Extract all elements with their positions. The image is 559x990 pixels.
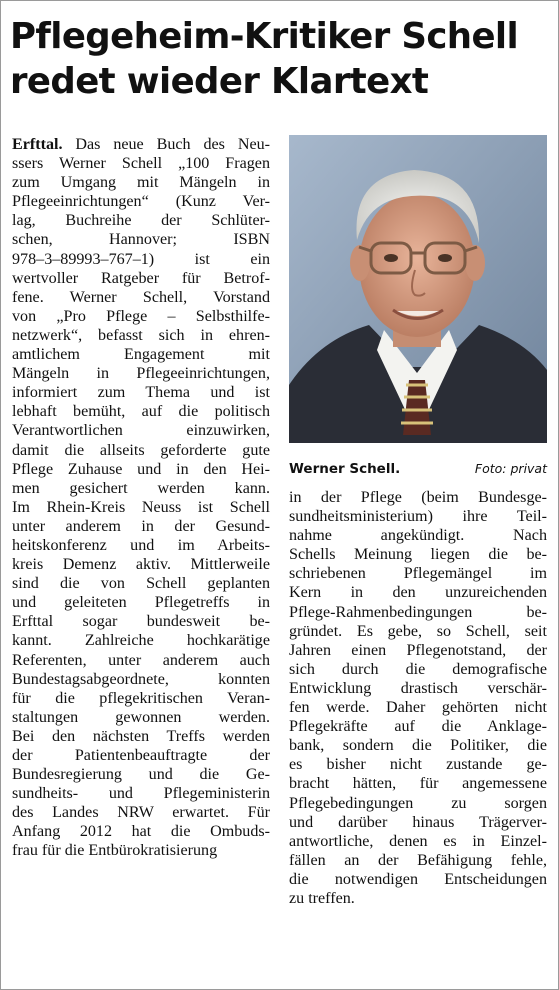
line-text: schriebenen Pflegemängel im bbox=[289, 565, 547, 583]
line-text: Pflege-Rahmenbedingungen be- bbox=[289, 603, 547, 621]
text-line bbox=[289, 851, 547, 870]
text-line bbox=[12, 784, 270, 803]
line-text: Jahren einen Pflegenotstand, der bbox=[289, 641, 547, 659]
line-text: Pflegeeinrichtungen“ (Kunz Ver- bbox=[12, 193, 270, 211]
line-text: bracht hätten, für angemessene bbox=[289, 775, 547, 793]
line-text: Verantwortlichen einzuwirken, bbox=[12, 422, 270, 440]
text-line bbox=[12, 192, 270, 211]
text-line bbox=[289, 603, 547, 622]
headline-line-1: Pflegeheim-Kritiker Schell bbox=[10, 16, 519, 57]
caption-credit: Foto: privat bbox=[474, 461, 547, 476]
text-line bbox=[12, 460, 270, 479]
text-line bbox=[12, 307, 270, 326]
line-text: gründet. Es gebe, so Schell, seit bbox=[289, 622, 547, 640]
text-line bbox=[289, 774, 547, 793]
line-text: amtlichem Engagement mit bbox=[12, 346, 270, 364]
text-line bbox=[289, 870, 547, 889]
line-text: Pflegekräfte auf die Anklage- bbox=[289, 718, 547, 736]
text-line bbox=[12, 364, 270, 383]
portrait-photo bbox=[289, 135, 547, 443]
line-text: 978–3–89993–767–1) ist ein bbox=[12, 250, 270, 268]
text-line bbox=[289, 488, 547, 507]
text-line bbox=[12, 135, 270, 154]
headline bbox=[10, 14, 550, 104]
text-line bbox=[289, 794, 547, 813]
headline-line-2: redet wieder Klartext bbox=[10, 61, 429, 102]
line-text: von „Pro Pflege – Selbsthilfe- bbox=[12, 307, 270, 325]
text-line bbox=[12, 211, 270, 230]
text-line bbox=[12, 288, 270, 307]
text-line bbox=[289, 660, 547, 679]
text-line bbox=[289, 755, 547, 774]
line-text: Im Rhein-Kreis Neuss ist Schell bbox=[12, 498, 270, 516]
text-line bbox=[12, 230, 270, 249]
line-text: für die pflegekritischen Veran- bbox=[12, 689, 270, 707]
photo-caption bbox=[289, 460, 547, 478]
line-text: lebhaft bemüht, auf die politisch bbox=[12, 403, 270, 421]
line-text: netzwerk“, befasst sich in ehren- bbox=[12, 326, 270, 344]
caption-name: Werner Schell. bbox=[289, 461, 401, 477]
line-text: schen, Hannover; ISBN bbox=[12, 231, 270, 249]
text-line bbox=[289, 832, 547, 851]
line-text: Das neue Buch des Neu- bbox=[62, 136, 270, 153]
dateline: Erfttal. bbox=[12, 136, 63, 153]
text-line bbox=[12, 479, 270, 498]
text-line bbox=[12, 708, 270, 727]
text-line bbox=[289, 622, 547, 641]
text-line bbox=[12, 517, 270, 536]
line-text: frau für die Entbürokratisierung bbox=[12, 842, 218, 860]
line-text: Bundestagsabgeordnete, konnten bbox=[12, 670, 270, 688]
text-line bbox=[289, 813, 547, 832]
line-text: wertvoller Ratgeber für Betrof- bbox=[12, 269, 270, 287]
text-line bbox=[12, 746, 270, 765]
text-line bbox=[12, 498, 270, 517]
line-text: sind die von Schell geplanten bbox=[12, 575, 270, 593]
text-line bbox=[12, 441, 270, 460]
line-text: der Patientenbeauftragte der bbox=[12, 747, 270, 764]
line-text: und geleiteten Pflegetreffs in bbox=[12, 594, 270, 612]
text-line bbox=[12, 574, 270, 593]
line-text: damit die allseits geforderte gute bbox=[12, 441, 270, 459]
text-line bbox=[12, 803, 270, 822]
text-line bbox=[12, 536, 270, 555]
text-line bbox=[12, 326, 270, 345]
text-line bbox=[12, 841, 270, 860]
article-column-right bbox=[289, 488, 547, 908]
line-text: men gesichert werden kann. bbox=[12, 479, 270, 497]
line-text: zum Umgang mit Mängeln in bbox=[12, 174, 270, 192]
line-text: des Landes NRW erwartet. Für bbox=[12, 804, 270, 822]
line-text: Erfttal sogar bundesweit be- bbox=[12, 613, 270, 631]
text-line bbox=[289, 564, 547, 583]
line-text: zu treffen. bbox=[289, 889, 355, 907]
line-text: nahme angekündigt. Nach bbox=[289, 527, 547, 545]
line-text: Mängeln in Pflegeeinrichtungen, bbox=[12, 365, 270, 383]
line-text: in der Pflege (beim Bundesge- bbox=[289, 489, 547, 506]
line-text: sich durch die demografische bbox=[289, 660, 547, 678]
text-line bbox=[289, 526, 547, 545]
line-text: und darüber hinaus Trägerver- bbox=[289, 813, 547, 831]
text-line bbox=[12, 402, 270, 421]
text-line bbox=[289, 679, 547, 698]
text-line bbox=[12, 765, 270, 784]
line-text: sundheits- und Pflegeministerin bbox=[12, 785, 270, 803]
line-text: lag, Buchreihe der Schlüter- bbox=[12, 212, 270, 230]
line-text: Kern in den unzureichenden bbox=[289, 584, 547, 602]
portrait-illustration bbox=[289, 135, 547, 443]
text-line bbox=[289, 507, 547, 526]
text-line bbox=[289, 717, 547, 736]
line-text: kannt. Zahlreiche hochkarätige bbox=[12, 632, 270, 650]
text-line bbox=[12, 651, 270, 670]
line-text: heitskonferenz und im Arbeits- bbox=[12, 536, 270, 554]
line-text: Entwicklung drastisch verschär- bbox=[289, 679, 547, 697]
text-line bbox=[12, 612, 270, 631]
line-text: ssers Werner Schell „100 Fragen bbox=[12, 155, 270, 173]
text-line bbox=[12, 670, 270, 689]
text-line bbox=[12, 689, 270, 708]
line-text: kreis Demenz aktiv. Mittlerweile bbox=[12, 556, 270, 574]
text-line bbox=[289, 698, 547, 717]
text-line bbox=[289, 889, 547, 908]
line-text: antwortliche, denen es in Einzel- bbox=[289, 832, 547, 850]
text-line bbox=[12, 154, 270, 173]
text-line bbox=[12, 631, 270, 650]
line-text: staltungen gewonnen werden. bbox=[12, 708, 270, 726]
text-line bbox=[12, 173, 270, 192]
article-column-left bbox=[12, 135, 270, 861]
line-text: die notwendigen Entscheidungen bbox=[289, 870, 547, 888]
text-line bbox=[12, 345, 270, 364]
text-line bbox=[289, 583, 547, 602]
line-text: Bei den nächsten Treffs werden bbox=[12, 727, 270, 745]
line-text: Schells Meinung liegen die be- bbox=[289, 546, 547, 564]
line-text: sundheitsministerium) ihre Teil- bbox=[289, 508, 547, 526]
line-text: fen werde. Daher gehörten nicht bbox=[289, 699, 547, 717]
line-text: fällen an der Befähigung fehle, bbox=[289, 851, 547, 869]
text-line bbox=[12, 822, 270, 841]
text-line bbox=[12, 383, 270, 402]
line-text: Anfang 2012 hat die Ombuds- bbox=[12, 823, 270, 841]
text-line bbox=[12, 593, 270, 612]
text-line bbox=[289, 736, 547, 755]
text-line bbox=[12, 421, 270, 440]
line-text: Bundesregierung und die Ge- bbox=[12, 766, 270, 784]
line-text: fene. Werner Schell, Vorstand bbox=[12, 288, 270, 306]
line-text: Referenten, unter anderem auch bbox=[12, 651, 270, 669]
text-line bbox=[289, 545, 547, 564]
text-line bbox=[289, 641, 547, 660]
line-text: es bisher nicht zustande ge- bbox=[289, 756, 547, 774]
text-line bbox=[12, 250, 270, 269]
line-text: informiert zum Thema und ist bbox=[12, 384, 270, 402]
line-text: unter anderem in der Gesund- bbox=[12, 517, 270, 535]
text-line bbox=[12, 555, 270, 574]
line-text: bank, sondern die Politiker, die bbox=[289, 737, 547, 755]
text-line bbox=[12, 269, 270, 288]
line-text: Pflege Zuhause und in den Hei- bbox=[12, 460, 270, 478]
line-text: Pflegebedingungen zu sorgen bbox=[289, 794, 547, 812]
text-line bbox=[12, 727, 270, 746]
